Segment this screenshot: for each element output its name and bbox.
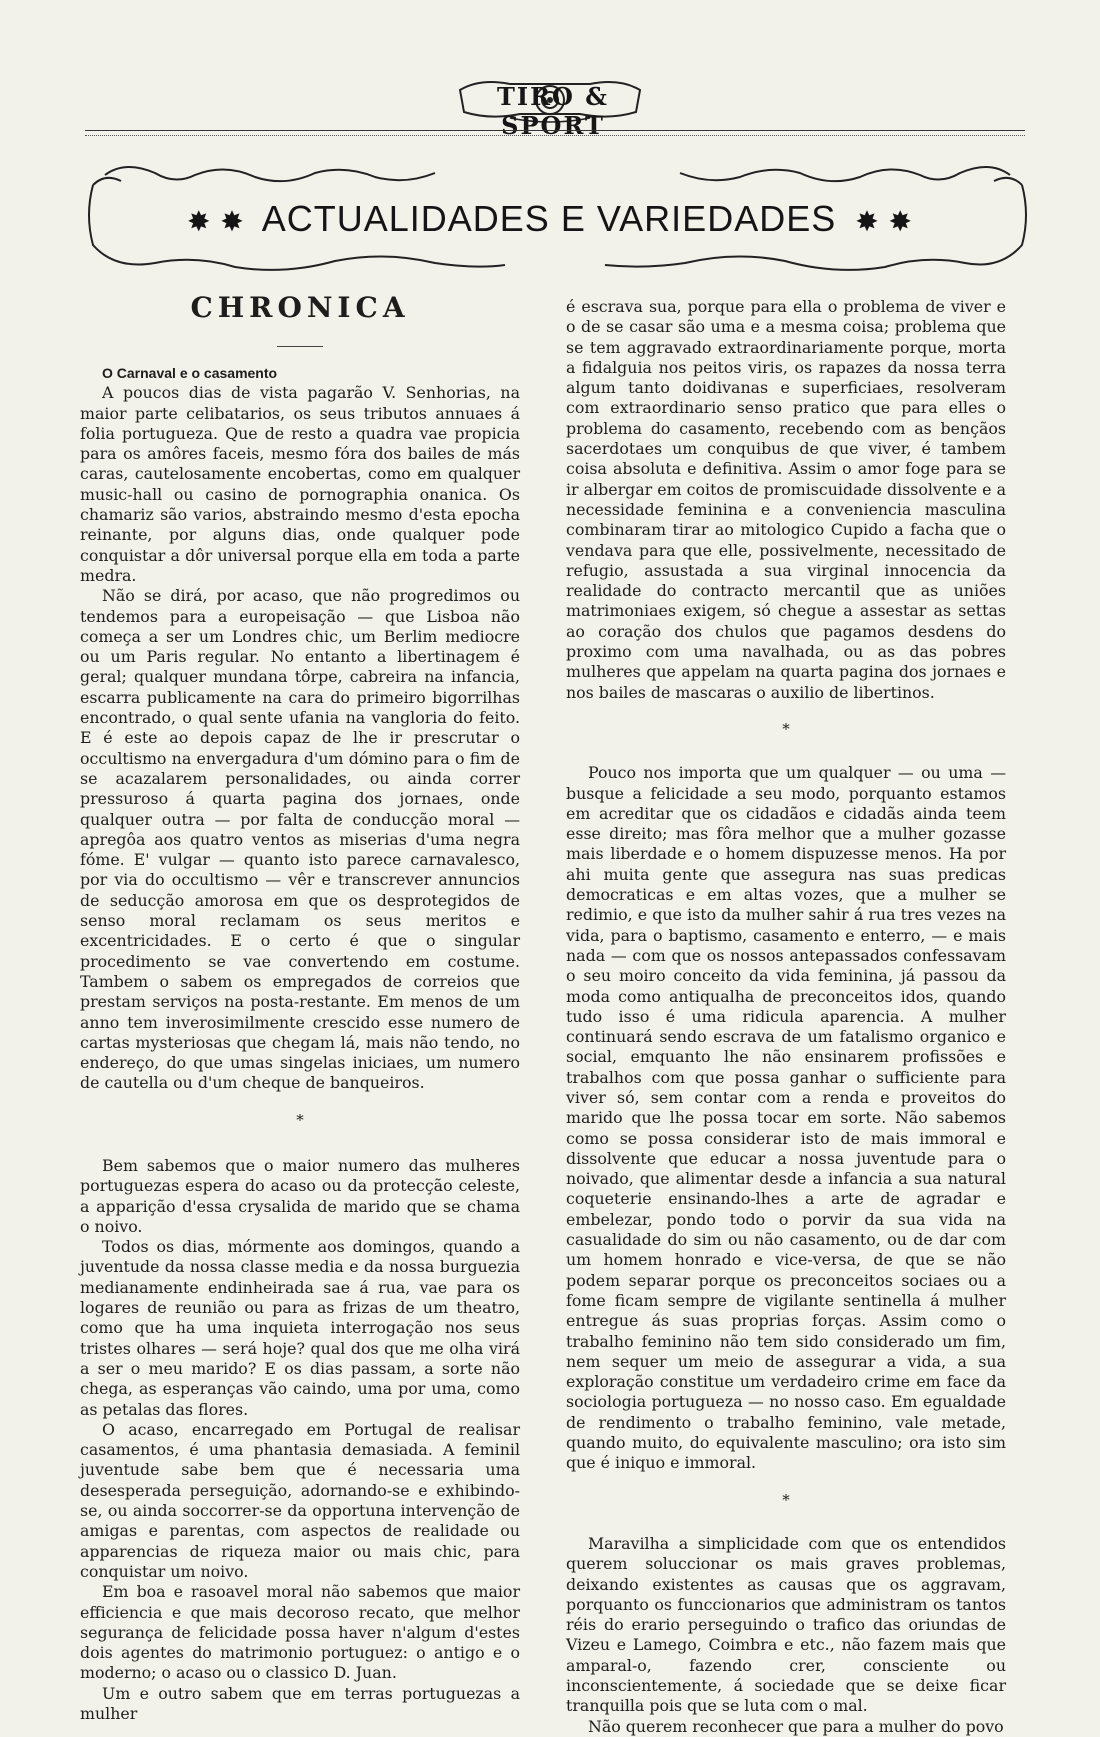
chronica-heading: CHRONICA (190, 291, 410, 324)
short-rule (277, 346, 323, 347)
star-ornament-icon: ✸ ✸ (187, 206, 245, 237)
section-heading: O Carnaval e o casamento (102, 365, 278, 381)
paragraph: Todos os dias, mórmente aos domingos, quando a juventude da nossa classe media e da nossa burguezia medianamente endinheirada sae á rua, vae para os logares de reunião ou para as frizas de um theatro, como que ha uma inquieta interrogação nos seus tristes olhares — será hoje? qual dos que me olha virá a ser o meu marido? E os dias passam, a sorte não chega, as esperanças vão caindo, uma por uma, como as petalas das flores. (80, 1237, 520, 1419)
paragraph: Bem sabemos que o maior numero das mulheres portuguezas espera do acaso ou da protecção celeste, a apparição d'essa crysalida de marido que se chama o noivo. (80, 1155, 520, 1236)
asterisk-separator: * (296, 1110, 304, 1129)
paragraph: Não se dirá, por acaso, que não progredimos ou tendemos para a europeisação — que Lisboa não começa a ser um Londres chic, um Berlim mediocre ou um Paris regular. No entanto a libertinagem é geral; qualquer mundana tôrpe, cabreira na infancia, escarra publicamente na cara do primeiro bigorrilhas encontrado, o qual sente ufania na vangloria do feito. E é este ao depois capaz de lhe ir prescrutar o occultismo na envergadura d'um dómino para o fim de se acazalarem personalidades, ou ainda correr pressuroso á quarta pagina dos jornaes, onde qualquer outra — por falta de conducção moral — apregôa aos quatro ventos as miserias d'uma negra fóme. E' vulgar — quanto isto parece carnavalesco, por via do occultismo — vêr e transcrever annuncios de seducção amorosa em que os desprotegidos de senso moral reclamam os seus meritos e excentricidades. E o certo é que o singular procedimento se vae convertendo em costume. Tambem o sabem os empregados de correios que prestam serviços na posta-restante. Em menos de um anno tem inverosimilmente crescido esse numero de cartas mysteriosas que chegam lá, mais não tendo, no endereço, do que umas singelas iniciaes, um numero de cautella ou d'um cheque de banqueiros. (80, 586, 520, 1093)
masthead-logo-text: TIRO & SPORT (497, 82, 609, 140)
paragraph: é escrava sua, porque para ella o problema de viver e o de se casar são uma e a mesma coisa; problema que se tem aggravado extraordinariamente porque, morta a fidalguia nos peitos viris, os rapazes da nossa terra algum tanto doidivanas e superficiaes, resolveram com extraordinario senso pratico que para elles o problema do casamento, recebendo com as bençãos sacerdotaes um conquibus de que viver, é tambem coisa absoluta e definitiva. Assim o amor foge para se ir albergar em coitos de promiscuidade dissolvente e a necessidade feminina e a conveniencia masculina combinaram tirar ao mitologico Cupido a facha que o vendava para que elle, possivelmente, necessitado de refugio, assustada a sua virginal innocencia da realidade do contracto mercantil que as uniões matrimoniaes exigem, só chegue a assestar as settas ao coração dos chulos que pagamos desdens do proximo com uma navalhada, ou as das pobres mulheres que appelam na quarta pagina dos jornaes e nos bailes de mascaras o auxilio de libertinos. (566, 297, 1006, 702)
banner-title-row (100, 198, 1000, 240)
paragraph: Pouco nos importa que um qualquer — ou uma — busque a felicidade a seu modo, porquanto estamos em acreditar que os cidadãos e cidadãs ainda teem esse direito; mas fôra melhor que a mulher gozasse mais liberdade e o homem dispuzesse menos. Ha por ahi muita gente que assegura nas suas predicas democraticas e em altas vozes, que a mulher se redimio, e que isto da mulher sahir á rua tres vezes na vida, para o baptismo, casamento e enterro, — e mais nada — com que os nossos antepassados confessavam o seu moiro conceito da vida feminina, já passou da moda como antiqualha de preconceitos idos, quando tudo isso é uma ridicula aparencia. A mulher continuará sendo escrava de um fatalismo organico e social, emquanto lhe não ensinarem profissões e trabalhos com que possa ganhar o sufficiente para viver só, sem contar com a renda e proveitos do marido que lhe possa tocar em sorte. Não sabemos como se possa considerar isto de mais immoral e dissolvente que educar a nossa juventude para o noivado, que alimentar desde a infancia a sua natural coqueterie ensinando-lhes a arte de agradar e embelezar, pondo todo o porvir da sua vida na casualidade do sim ou não casamento, ou de dar com um homem honrado e vice-versa, de que se não podem separar porque os preconceitos sociaes ou a fome ficam sempre de vigilante sentinella á mulher entregue ás suas proprias forças. Assim como o trabalho feminino não tem sido considerado um fim, nem sequer um meio de assegurar a vida, a sua exploração constitue um verdadeiro crime em face da sociologia portugueza — no nosso caso. Em egualdade de rendimento o trabalho feminino, vale metade, quando muito, do equivalente masculino; ora isto sim que é iniquo e immoral. (566, 763, 1006, 1473)
header-rule (85, 130, 1025, 131)
paragraph: Não querem reconhecer que para a mulher do povo (588, 1716, 1004, 1736)
paragraph: Em boa e rasoavel moral não sabemos que maior efficiencia e que mais decoroso recato, que melhor segurança de felicidade possa haver n'algum d'estes dois agentes do matrimonio portuguez: o antigo e o moderno; o acaso ou o classico D. Juan. (80, 1582, 520, 1683)
paragraph: Um e outro sabem que em terras portuguezas a mulher (80, 1683, 520, 1723)
star-ornament-icon: ✸ ✸ (855, 206, 913, 237)
paragraph: A poucos dias de vista pagarão V. Senhorias, na maior parte celibatarios, os seus tributos annuaes á folia portugueza. Que de resto a quadra vae propicia para os amôres faceis, mesmo fóra dos bailes de más caras, cautelosamente encobertas, como em qualquer music-hall ou casino de pornographia onanica. Os chamariz são varios, abstraindo mesmo d'esta epocha reinante, por alguns dias, onde qualquer pode conquistar a dôr universal porque ella em toda a parte medra. (80, 383, 520, 585)
masthead (0, 0, 1100, 150)
right-column (566, 297, 1006, 1737)
banner-title: ACTUALIDADES E VARIEDADES (261, 198, 837, 239)
header-rule-dotted (85, 135, 1025, 136)
paragraph: Maravilha a simplicidade com que os entendidos querem soluccionar os mais graves problemas, deixando existentes as causas que os aggravam, porquanto os funccionarios que administram os tantos réis do erario perseguindo o trafico das oriundas de Vizeu e Lamego, Coimbra e etc., não fazem mais que amparal-o, fazendo crer, consciente ou inconscientemente, á sociedade que se deixe ficar tranquilla pois que se luta com o mal. (566, 1533, 1006, 1716)
asterisk-separator: * (782, 719, 790, 738)
paragraph: O acaso, encarregado em Portugal de realisar casamentos, é uma phantasia demasiada. A feminil juventude sabe bem que é necessaria uma desesperada perseguição, adornando-se e exhibindo-se, ou ainda soccorrer-se da opportuna intervenção de amigas e parentas, com aspectos de realidade ou apparencias de riqueza maior ou mais chic, para conquistar um noivo. (80, 1419, 520, 1581)
asterisk-separator: * (782, 1490, 790, 1509)
left-column (80, 290, 520, 1724)
